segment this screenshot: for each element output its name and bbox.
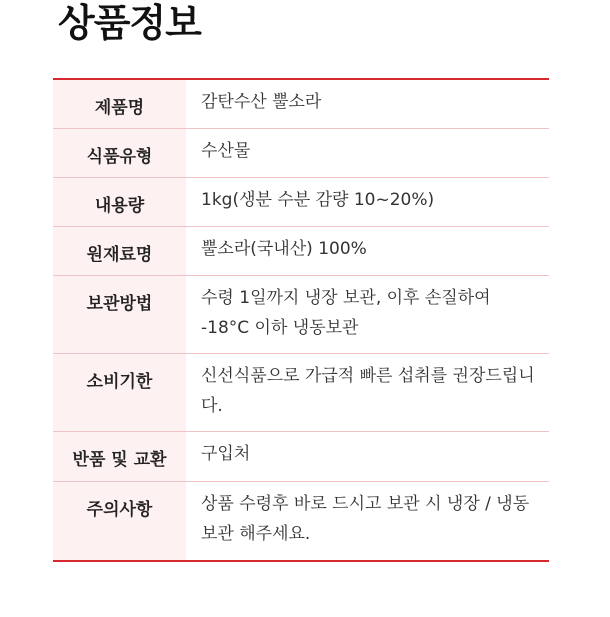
row-value: 뿔소라(국내산) 100% bbox=[201, 239, 367, 259]
table-row-ingredients bbox=[53, 227, 549, 276]
product-info-table bbox=[53, 78, 549, 562]
row-label: 식품유형 bbox=[53, 129, 186, 177]
row-value: 상품 수령후 바로 드시고 보관 시 냉장 / 냉동 보관 해주세요. bbox=[201, 494, 530, 544]
table-row-food-type bbox=[53, 129, 549, 178]
table-row-return-exchange bbox=[53, 432, 549, 482]
row-value: 감탄수산 뿔소라 bbox=[201, 92, 322, 112]
row-value: 1kg(생분 수분 감량 10~20%) bbox=[201, 190, 435, 210]
table-row-expiration bbox=[53, 354, 549, 432]
row-value: 구입처 bbox=[201, 444, 251, 464]
row-label: 주의사항 bbox=[53, 482, 186, 560]
table-row-cautions bbox=[53, 482, 549, 560]
row-value: 신선식품으로 가급적 빠른 섭취를 권장드립니다. bbox=[201, 366, 535, 416]
row-value: 수산물 bbox=[201, 141, 251, 161]
table-row-content-amount bbox=[53, 178, 549, 227]
page-title: 상품정보 bbox=[58, 1, 201, 45]
row-label: 내용량 bbox=[53, 178, 186, 226]
row-label: 보관방법 bbox=[53, 276, 186, 353]
row-label: 반품 및 교환 bbox=[53, 432, 186, 481]
table-row-storage bbox=[53, 276, 549, 354]
table-row-product-name bbox=[53, 80, 549, 129]
row-label: 소비기한 bbox=[53, 354, 186, 431]
row-label: 원재료명 bbox=[53, 227, 186, 275]
row-label: 제품명 bbox=[53, 80, 186, 128]
row-value: 수령 1일까지 냉장 보관, 이후 손질하여 -18°C 이하 냉동보관 bbox=[201, 288, 491, 338]
